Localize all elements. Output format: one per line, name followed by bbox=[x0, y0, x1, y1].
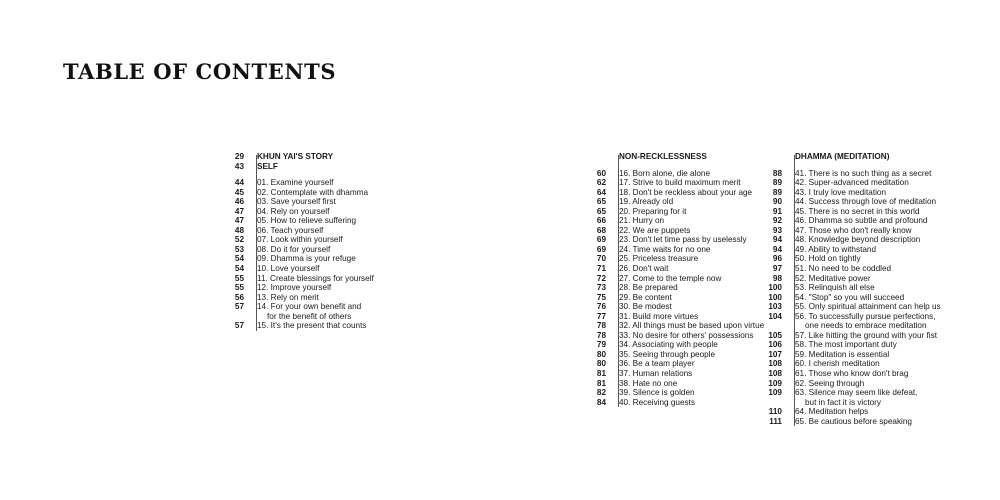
page-number: 84 bbox=[596, 397, 606, 407]
entry-title bbox=[612, 197, 673, 207]
entry-title-line: 56. To successfully pursue perfections, bbox=[795, 311, 936, 321]
page-number: 94 bbox=[772, 244, 782, 254]
page-number: 93 bbox=[772, 225, 782, 235]
entry-title-line: 50. Hold on tightly bbox=[795, 254, 861, 264]
entry-title bbox=[250, 235, 343, 245]
entry-title-line: 23. Don't let time pass by uselessly bbox=[619, 235, 747, 245]
entry-title bbox=[788, 264, 891, 274]
toc-entry[interactable] bbox=[224, 264, 374, 274]
entry-title bbox=[250, 245, 330, 255]
entry-title-line: 63. Silence may seem like defeat, bbox=[795, 388, 918, 398]
entry-title bbox=[612, 235, 747, 245]
entry-title bbox=[788, 350, 889, 360]
toc-entry[interactable] bbox=[762, 216, 941, 226]
page-number: 108 bbox=[768, 369, 782, 379]
page-number: 54 bbox=[234, 264, 244, 274]
toc-column-body bbox=[762, 152, 941, 426]
toc-entry[interactable] bbox=[224, 283, 374, 293]
entry-title bbox=[612, 359, 695, 369]
entry-title bbox=[612, 188, 752, 198]
entry-title-line: 44. Success through love of meditation bbox=[795, 197, 937, 207]
page-number: 77 bbox=[596, 311, 606, 321]
entry-title-line: 46. Dhamma so subtle and profound bbox=[795, 216, 928, 226]
toc-entry[interactable] bbox=[762, 350, 941, 360]
toc-entry[interactable] bbox=[762, 169, 941, 179]
entry-title-line: 57. Like hitting the ground with your fist bbox=[795, 330, 937, 340]
page-number: 47 bbox=[234, 206, 244, 216]
page-title: TABLE OF CONTENTS bbox=[63, 59, 337, 84]
entry-title bbox=[250, 264, 319, 274]
entry-title-line: 40. Receiving guests bbox=[619, 397, 696, 407]
toc-entry[interactable] bbox=[762, 359, 941, 369]
toc-entry[interactable] bbox=[762, 340, 941, 350]
page-number: 96 bbox=[772, 254, 782, 264]
toc-entry[interactable] bbox=[762, 312, 941, 331]
entry-title-line: 06. Teach yourself bbox=[257, 225, 324, 235]
toc-entry[interactable] bbox=[586, 379, 764, 389]
entry-title bbox=[788, 369, 908, 379]
entry-title bbox=[612, 321, 764, 331]
entry-title-line: 05. How to relieve suffering bbox=[257, 216, 357, 226]
page-number: 64 bbox=[596, 187, 606, 197]
entry-title bbox=[788, 407, 868, 417]
page-number: 78 bbox=[596, 330, 606, 340]
toc-entry[interactable] bbox=[586, 359, 764, 369]
entry-title-line: 18. Don't be reckless about your age bbox=[619, 187, 753, 197]
page-number: 103 bbox=[768, 302, 782, 312]
toc-entry[interactable] bbox=[586, 245, 764, 255]
entry-title-line: 37. Human relations bbox=[619, 369, 693, 379]
entry-title bbox=[788, 379, 864, 389]
entry-title-line: 55. Only spiritual attainment can help us bbox=[795, 302, 941, 312]
entry-title-line: 32. All things must be based upon virtue bbox=[619, 321, 765, 331]
toc-entry[interactable] bbox=[224, 216, 374, 226]
page-number: 45 bbox=[234, 187, 244, 197]
page-number: 69 bbox=[596, 244, 606, 254]
toc-entry[interactable] bbox=[586, 283, 764, 293]
toc-entry[interactable] bbox=[586, 226, 764, 236]
toc-entry[interactable] bbox=[762, 274, 941, 284]
toc-entry[interactable] bbox=[586, 293, 764, 303]
entry-title-line: 25. Priceless treasure bbox=[619, 254, 699, 264]
page-number: 44 bbox=[234, 178, 244, 188]
entry-title-line: 27. Come to the temple now bbox=[619, 273, 722, 283]
entry-title bbox=[612, 226, 690, 236]
toc-column-body bbox=[224, 152, 374, 331]
entry-title-line: 21. Hurry on bbox=[619, 216, 665, 226]
page-number: 65 bbox=[596, 206, 606, 216]
entry-title bbox=[250, 283, 331, 293]
entry-title bbox=[612, 350, 715, 360]
entry-title-line: 15. It's the present that counts bbox=[257, 321, 367, 331]
entry-title bbox=[612, 369, 692, 379]
entry-title-line: 20. Preparing for it bbox=[619, 206, 687, 216]
entry-title-line: 03. Save yourself first bbox=[257, 197, 336, 207]
toc-entry[interactable] bbox=[762, 283, 941, 293]
toc-entry[interactable] bbox=[586, 235, 764, 245]
entry-title bbox=[612, 169, 710, 179]
toc-entry[interactable] bbox=[586, 216, 764, 226]
page-number: 88 bbox=[772, 168, 782, 178]
toc-entry[interactable] bbox=[586, 331, 764, 341]
page-number: 78 bbox=[596, 321, 606, 331]
toc-entry[interactable] bbox=[224, 293, 374, 303]
page-number: 62 bbox=[596, 178, 606, 188]
entry-title bbox=[612, 274, 721, 284]
entry-title bbox=[612, 388, 695, 398]
entry-title-line: 51. No need to be coddled bbox=[795, 264, 892, 274]
toc-entry[interactable] bbox=[586, 188, 764, 198]
entry-title bbox=[250, 216, 356, 226]
toc-entry[interactable] bbox=[586, 264, 764, 274]
section-heading bbox=[762, 152, 941, 162]
entry-title bbox=[250, 188, 368, 198]
toc-entry[interactable] bbox=[762, 188, 941, 198]
entry-title bbox=[612, 312, 698, 322]
page-number: 100 bbox=[768, 292, 782, 302]
entry-title bbox=[612, 340, 718, 350]
entry-title bbox=[788, 388, 917, 407]
entry-title bbox=[788, 417, 912, 427]
page-number: 66 bbox=[596, 216, 606, 226]
entry-title-line: 19. Already old bbox=[619, 197, 674, 207]
page-number: 43 bbox=[234, 161, 244, 171]
page-number: 100 bbox=[768, 283, 782, 293]
entry-title-line: 01. Examine yourself bbox=[257, 178, 334, 188]
page-number: 55 bbox=[234, 283, 244, 293]
toc-entry[interactable] bbox=[586, 302, 764, 312]
page-number: 80 bbox=[596, 359, 606, 369]
page-number: 60 bbox=[596, 168, 606, 178]
toc-entry[interactable] bbox=[762, 369, 941, 379]
entry-title bbox=[788, 302, 941, 312]
entry-title-line: 45. There is no secret in this world bbox=[795, 206, 920, 216]
toc-entry[interactable] bbox=[586, 274, 764, 284]
entry-title-line: 36. Be a team player bbox=[619, 359, 695, 369]
entry-title bbox=[612, 283, 678, 293]
toc-entry[interactable] bbox=[586, 197, 764, 207]
page-number: 68 bbox=[596, 225, 606, 235]
page-number: 107 bbox=[768, 349, 782, 359]
entry-title-line: 49. Ability to withstand bbox=[795, 244, 877, 254]
toc-column-1 bbox=[224, 152, 374, 331]
entry-title-line: 07. Look within yourself bbox=[257, 235, 343, 245]
page-number: 57 bbox=[234, 321, 244, 331]
entry-title-line: 30. Be modest bbox=[619, 302, 672, 312]
page-number: 48 bbox=[234, 225, 244, 235]
entry-title bbox=[612, 264, 668, 274]
toc-entry[interactable] bbox=[762, 178, 941, 188]
toc-entry[interactable] bbox=[586, 340, 764, 350]
entry-title-line: 62. Seeing through bbox=[795, 378, 865, 388]
entry-title bbox=[250, 207, 329, 217]
entry-title-line: 35. Seeing through people bbox=[619, 349, 716, 359]
toc-entry[interactable] bbox=[762, 407, 941, 417]
entry-title-line: 02. Contemplate with dhamma bbox=[257, 187, 369, 197]
section-heading[interactable] bbox=[224, 162, 374, 172]
page-number: 111 bbox=[769, 416, 782, 426]
entry-title-line: 24. Time waits for no one bbox=[619, 244, 711, 254]
toc-entry[interactable] bbox=[586, 169, 764, 179]
entry-title-line: 47. Those who don't really know bbox=[795, 225, 912, 235]
toc-entry[interactable] bbox=[224, 178, 374, 188]
toc-entry[interactable] bbox=[586, 254, 764, 264]
entry-title bbox=[788, 169, 931, 179]
entry-title bbox=[250, 226, 323, 236]
entry-title-line: 13. Rely on merit bbox=[257, 292, 319, 302]
page-number: 94 bbox=[772, 235, 782, 245]
entry-title-line: 33. No desire for others' possessions bbox=[619, 330, 754, 340]
toc-entry[interactable] bbox=[224, 197, 374, 207]
page-number: 46 bbox=[234, 197, 244, 207]
page-number: 109 bbox=[768, 388, 782, 398]
entry-title bbox=[788, 188, 886, 198]
entry-title bbox=[250, 197, 336, 207]
entry-title bbox=[788, 312, 935, 331]
entry-title-line: 08. Do it for yourself bbox=[257, 244, 331, 254]
entry-title-line: 58. The most important duty bbox=[795, 340, 897, 350]
toc-column-2 bbox=[586, 152, 764, 407]
entry-title-line: 04. Rely on yourself bbox=[257, 206, 330, 216]
entry-title bbox=[250, 321, 366, 331]
toc-entry[interactable] bbox=[586, 350, 764, 360]
toc-entry[interactable] bbox=[224, 188, 374, 198]
page-number: 89 bbox=[772, 178, 782, 188]
page-number: 98 bbox=[772, 273, 782, 283]
page-number: 79 bbox=[596, 340, 606, 350]
page-number: 109 bbox=[768, 378, 782, 388]
toc-entry[interactable] bbox=[586, 178, 764, 188]
section-title: SELF bbox=[257, 161, 278, 171]
section-title: DHAMMA (MEDITATION) bbox=[795, 152, 890, 161]
toc-entry[interactable] bbox=[762, 226, 941, 236]
toc-entry[interactable] bbox=[762, 331, 941, 341]
entry-title-line: 22. We are puppets bbox=[619, 225, 691, 235]
toc-entry[interactable] bbox=[762, 254, 941, 264]
page-number: 110 bbox=[768, 407, 782, 417]
section-heading bbox=[586, 152, 764, 162]
page-number: 47 bbox=[234, 216, 244, 226]
entry-title bbox=[788, 359, 880, 369]
page-number: 55 bbox=[234, 273, 244, 283]
entry-title bbox=[612, 254, 698, 264]
entry-title-line: 65. Be cautious before speaking bbox=[795, 416, 912, 426]
entry-title-line: for the benefit of others bbox=[267, 311, 352, 321]
entry-title bbox=[612, 331, 753, 341]
toc-entry[interactable] bbox=[224, 302, 374, 321]
entry-title bbox=[250, 254, 356, 264]
section-title: KHUN YAI'S STORY bbox=[257, 152, 334, 161]
entry-title bbox=[250, 302, 361, 321]
column-divider bbox=[256, 155, 257, 331]
entry-title bbox=[788, 207, 920, 217]
page-number: 52 bbox=[234, 235, 244, 245]
toc-entry[interactable] bbox=[224, 321, 374, 331]
entry-title-line: 54. "Stop" so you will succeed bbox=[795, 292, 905, 302]
entry-title bbox=[612, 293, 672, 303]
toc-entry[interactable] bbox=[762, 417, 941, 427]
toc-entry[interactable] bbox=[586, 388, 764, 398]
toc-entry[interactable] bbox=[762, 379, 941, 389]
section-title: NON-RECKLESSNESS bbox=[619, 152, 707, 161]
toc-entry[interactable] bbox=[762, 245, 941, 255]
toc-entry[interactable] bbox=[224, 274, 374, 284]
entry-title bbox=[788, 178, 909, 188]
entry-title-line: 64. Meditation helps bbox=[795, 407, 869, 417]
entry-title-line: 17. Strive to build maximum merit bbox=[619, 178, 741, 188]
page-number: 53 bbox=[234, 244, 244, 254]
page-number: 73 bbox=[596, 283, 606, 293]
entry-title bbox=[788, 197, 936, 207]
entry-title bbox=[612, 398, 695, 408]
entry-title-line: 41. There is no such thing as a secret bbox=[795, 168, 932, 178]
toc-entry[interactable] bbox=[762, 293, 941, 303]
entry-title-line: 61. Those who know don't brag bbox=[795, 369, 909, 379]
toc-entry[interactable] bbox=[586, 312, 764, 322]
page-number: 54 bbox=[234, 254, 244, 264]
entry-title bbox=[788, 235, 920, 245]
entry-title-line: 43. I truly love meditation bbox=[795, 187, 887, 197]
page-number: 108 bbox=[768, 359, 782, 369]
page-number: 106 bbox=[768, 340, 782, 350]
toc-entry[interactable] bbox=[762, 235, 941, 245]
entry-title-line: one needs to embrace meditation bbox=[805, 321, 927, 331]
page-number: 82 bbox=[596, 388, 606, 398]
toc-entry[interactable] bbox=[224, 207, 374, 217]
entry-title bbox=[788, 274, 871, 284]
entry-title-line: 26. Don't wait bbox=[619, 264, 669, 274]
entry-title-line: but in fact it is victory bbox=[805, 397, 881, 407]
entry-title bbox=[788, 283, 875, 293]
entry-title-line: 14. For your own benefit and bbox=[257, 302, 362, 312]
toc-entry[interactable] bbox=[762, 388, 941, 407]
page-number: 80 bbox=[596, 349, 606, 359]
toc-entry[interactable] bbox=[586, 398, 764, 408]
page-number: 70 bbox=[596, 254, 606, 264]
page-number: 65 bbox=[596, 197, 606, 207]
page-number: 89 bbox=[772, 187, 782, 197]
entry-title-line: 42. Super-advanced meditation bbox=[795, 178, 909, 188]
toc-entry[interactable] bbox=[762, 264, 941, 274]
entry-title bbox=[612, 245, 710, 255]
entry-title-line: 38. Hate no one bbox=[619, 378, 678, 388]
entry-title bbox=[250, 178, 333, 188]
entry-title bbox=[788, 340, 897, 350]
page-number: 69 bbox=[596, 235, 606, 245]
toc-column-body bbox=[586, 152, 764, 407]
toc-column-3 bbox=[762, 152, 941, 426]
page-number: 57 bbox=[234, 302, 244, 312]
entry-title bbox=[612, 178, 741, 188]
page-number: 91 bbox=[772, 206, 782, 216]
entry-title-line: 29. Be content bbox=[619, 292, 672, 302]
toc-entry[interactable] bbox=[586, 369, 764, 379]
entry-title bbox=[788, 293, 904, 303]
page-number: 29 bbox=[234, 152, 244, 161]
toc-entry[interactable] bbox=[762, 197, 941, 207]
toc-entry[interactable] bbox=[586, 321, 764, 331]
entry-title bbox=[612, 302, 672, 312]
entry-title-line: 59. Meditation is essential bbox=[795, 349, 890, 359]
entry-title bbox=[788, 245, 876, 255]
entry-title bbox=[788, 226, 912, 236]
entry-title bbox=[612, 207, 686, 217]
page-number: 71 bbox=[596, 264, 606, 274]
entry-title bbox=[788, 331, 937, 341]
toc-entry[interactable] bbox=[762, 207, 941, 217]
toc-entry[interactable] bbox=[224, 226, 374, 236]
toc-entry[interactable] bbox=[586, 207, 764, 217]
entry-title-line: 11. Create blessings for yourself bbox=[257, 273, 374, 283]
entry-title bbox=[612, 216, 664, 226]
toc-entry[interactable] bbox=[224, 254, 374, 264]
entry-title bbox=[788, 254, 861, 264]
entry-title-line: 48. Knowledge beyond description bbox=[795, 235, 921, 245]
entry-title-line: 60. I cherish meditation bbox=[795, 359, 880, 369]
toc-entry[interactable] bbox=[224, 245, 374, 255]
page-number: 92 bbox=[772, 216, 782, 226]
page-number: 72 bbox=[596, 273, 606, 283]
toc-entry[interactable] bbox=[762, 302, 941, 312]
column-divider bbox=[618, 155, 619, 407]
entry-title-line: 31. Build more virtues bbox=[619, 311, 699, 321]
column-divider bbox=[794, 155, 795, 426]
entry-title-line: 16. Born alone, die alone bbox=[619, 168, 711, 178]
entry-title-line: 34. Associating with people bbox=[619, 340, 718, 350]
page-number: 56 bbox=[234, 292, 244, 302]
page-number: 76 bbox=[596, 302, 606, 312]
entry-title-line: 10. Love yourself bbox=[257, 264, 320, 274]
entry-title bbox=[788, 216, 927, 226]
entry-title-line: 09. Dhamma is your refuge bbox=[257, 254, 356, 264]
entry-title-line: 39. Silence is golden bbox=[619, 388, 695, 398]
page-number: 97 bbox=[772, 264, 782, 274]
page-number: 75 bbox=[596, 292, 606, 302]
entry-title-line: 12. Improve yourself bbox=[257, 283, 332, 293]
page-number: 90 bbox=[772, 197, 782, 207]
page-number: 81 bbox=[596, 378, 606, 388]
entry-title bbox=[250, 274, 374, 284]
entry-title-line: 28. Be prepared bbox=[619, 283, 678, 293]
page-number: 81 bbox=[596, 369, 606, 379]
entry-title-line: 52. Meditative power bbox=[795, 273, 871, 283]
entry-title bbox=[250, 293, 319, 303]
page-number: 105 bbox=[768, 330, 782, 340]
page-number: 104 bbox=[768, 311, 782, 321]
entry-title bbox=[612, 379, 677, 389]
section-heading[interactable] bbox=[224, 152, 374, 162]
toc-entry[interactable] bbox=[224, 235, 374, 245]
entry-title-line: 53. Relinquish all else bbox=[795, 283, 875, 293]
